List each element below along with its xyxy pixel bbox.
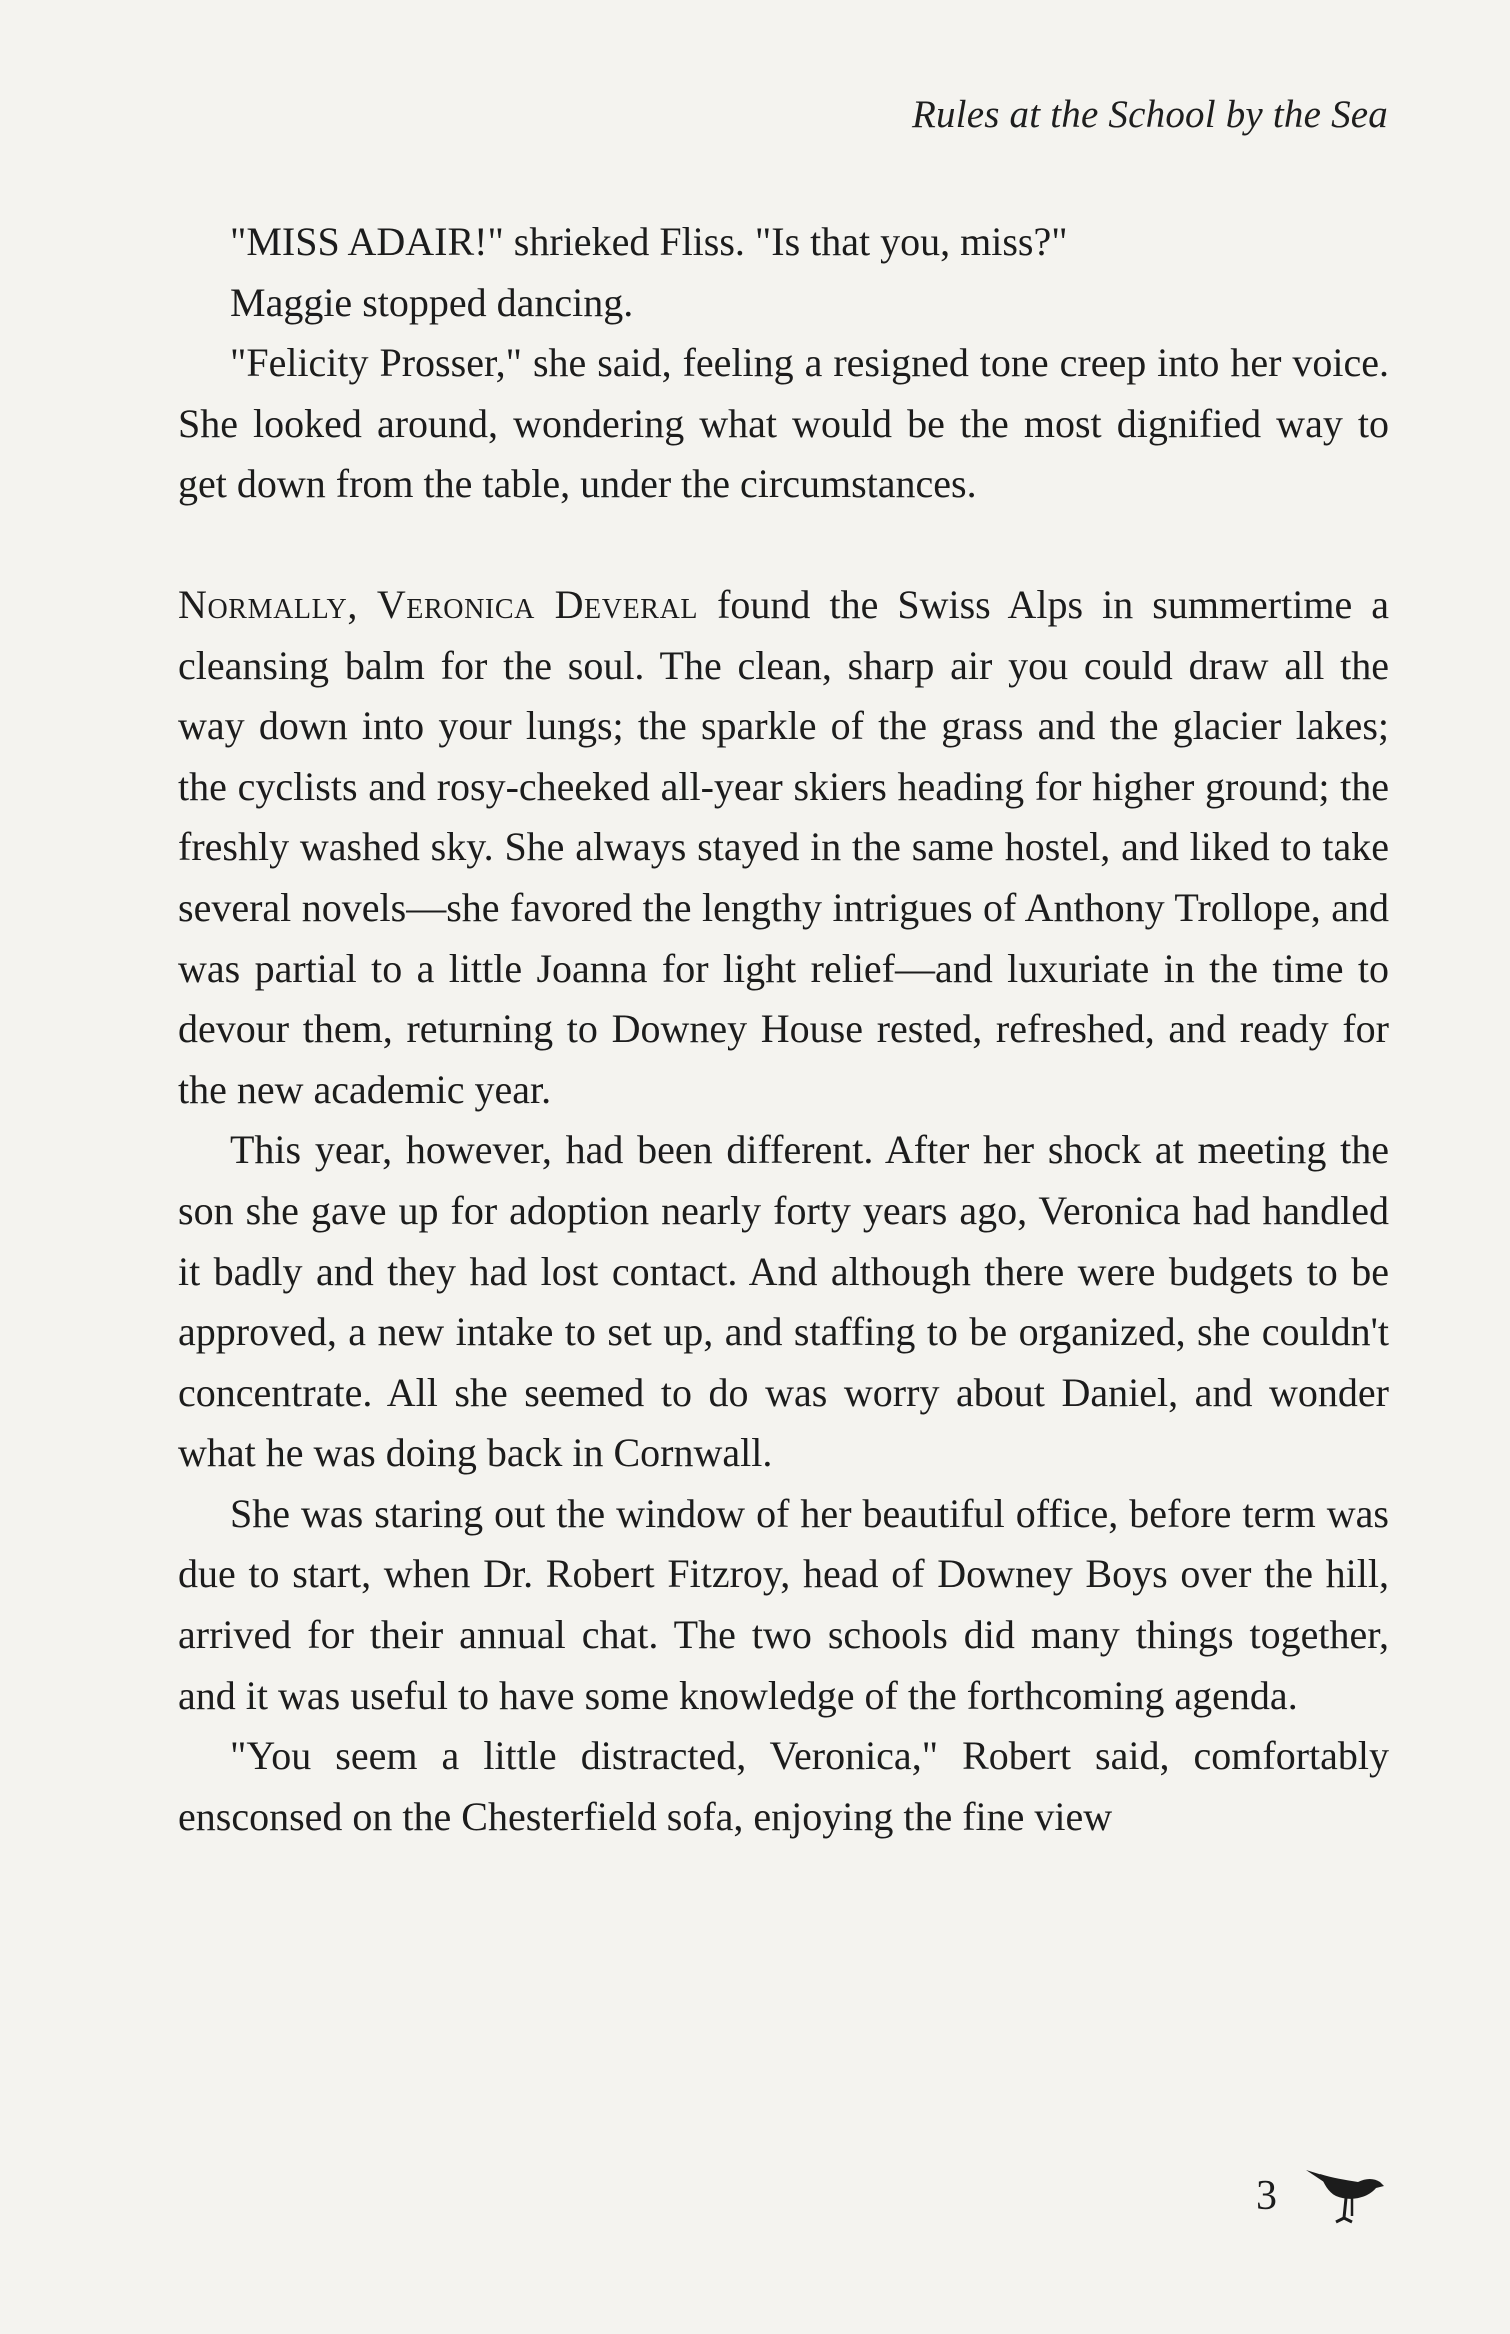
paragraph-3: "Felicity Prosser," she said, feeling a resigned tone creep into her voice. She looked around, wondering what would be the most dignified way to get down from the table, under the circumstances.: [178, 340, 1389, 507]
page-number: 3: [1256, 2173, 1277, 2219]
bird-icon: [1302, 2164, 1388, 2226]
section-break: [178, 515, 1389, 575]
paragraph-1: "MISS ADAIR!" shrieked Fliss. "Is that you, miss?": [230, 219, 1068, 264]
paragraph-6: She was staring out the window of her beautiful office, before term was due to start, when Dr. Robert Fitzroy, head of Downey Boys over the hill, arrived for their annual chat. The two schools did many things together, and it was useful to have some knowledge of the forthcoming agenda.: [178, 1490, 1389, 1718]
body-text: [178, 212, 1389, 1847]
paragraph-4-text: found the Swiss Alps in summertime a cleansing balm for the soul. The clean, sharp air you could draw all the way down into your lungs; the sparkle of the grass and the glacier lakes; the cyclists and rosy-cheeked all-year skiers heading for higher ground; the freshly washed sky. She always stayed in the same hostel, and liked to take several novels—she favored the lengthy intrigues of Anthony Trollope, and was partial to a little Joanna for light relief—and luxuriate in the time to devour them, returning to Downey House rested, refreshed, and ready for the new academic year.: [178, 581, 1389, 1112]
paragraph-4-lead-caps: Normally, Veronica Deveral: [178, 581, 699, 627]
running-head: Rules at the School by the Sea: [911, 93, 1388, 136]
paragraph-5: This year, however, had been different. After her shock at meeting the son she gave up for adoption nearly forty years ago, Veronica had handled it badly and they had lost contact. And although there were budgets to be approved, a new intake to set up, and staffing to be organized, she couldn't concentrate. All she seemed to do was worry about Daniel, and wonder what he was doing back in Cornwall.: [178, 1127, 1389, 1476]
paragraph-7: "You seem a little distracted, Veronica," Robert said, comfortably ensconsed on the Chesterfield sofa, enjoying the fine view: [178, 1733, 1389, 1839]
paragraph-4: [178, 575, 1389, 1120]
paragraph-2: Maggie stopped dancing.: [230, 279, 634, 325]
